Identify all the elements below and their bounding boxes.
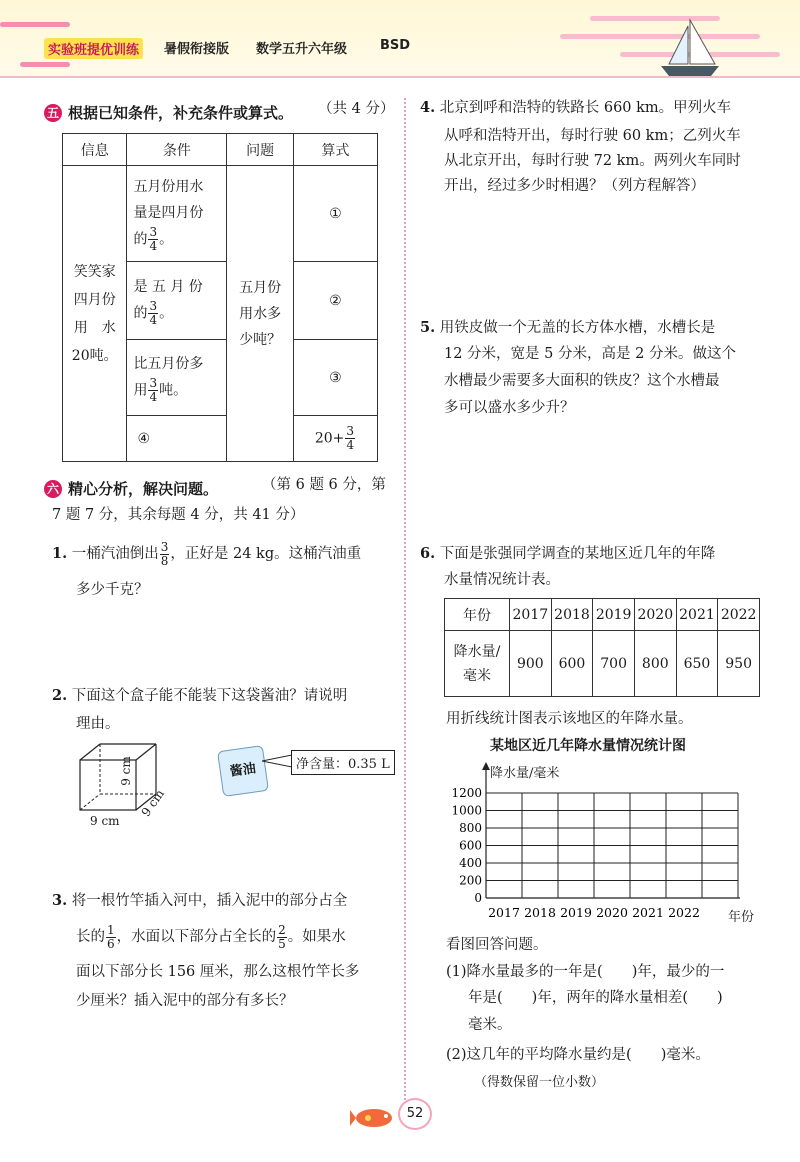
fraction — [148, 377, 158, 404]
section5-badge: 五 — [44, 104, 62, 122]
section5-title: 根据已知条件，补充条件或算式。 — [68, 104, 294, 122]
q4-line — [420, 93, 731, 123]
q1-line: 多少千克？ — [76, 582, 149, 598]
year-cell: 2021 — [676, 599, 718, 631]
fraction-denominator: 4 — [149, 239, 158, 253]
cond-line: 比五月份多 — [133, 356, 204, 372]
condition-cell-4: ④ — [127, 416, 227, 462]
fraction — [345, 425, 355, 452]
header-line: 降水量/ — [453, 643, 501, 660]
q5-line: 水槽最少需要多大面积的铁皮？这个水槽最 — [444, 373, 720, 389]
q6-sub1: (1)降水量最多的一年是( )年，最少的一 — [446, 964, 725, 980]
formula-cell-4 — [293, 416, 377, 462]
section6-badge: 六 — [44, 480, 62, 498]
x-tick-label: 2017 — [488, 905, 520, 920]
q3-text: 。如果水 — [287, 929, 346, 945]
year-cell: 2017 — [510, 599, 552, 631]
sailboat-icon — [655, 18, 725, 80]
q3-line: 面以下部分长 156 厘米，那么这根竹竿长多 — [76, 964, 360, 980]
formula-text: 20+ — [314, 430, 345, 447]
cond-line: 量是四月份 — [133, 205, 204, 221]
condition-cell-2 — [127, 262, 227, 340]
fraction — [148, 226, 158, 253]
q1-line — [52, 539, 361, 569]
cond-line: 的 — [133, 231, 148, 248]
x-tick-label: 2020 — [596, 905, 628, 920]
page-number: 52 — [398, 1098, 432, 1130]
y-tick-label: 600 — [459, 838, 482, 853]
period: 。 — [159, 231, 174, 248]
q6-look: 看图回答问题。 — [446, 937, 548, 953]
subject-label: 数学五升六年级 — [256, 42, 348, 57]
q5-line: 多可以盛水多少升？ — [444, 400, 575, 416]
fraction — [106, 924, 116, 951]
cube-height-label: 9 cm — [118, 756, 133, 786]
fish-icon — [350, 1102, 400, 1132]
rainfall-table — [444, 598, 760, 697]
publisher-label: BSD — [380, 38, 411, 53]
value-cell: 600 — [551, 631, 593, 697]
q1-text: ，正好是 24 kg。这桶汽油重 — [170, 546, 362, 562]
table-header: 问题 — [227, 134, 293, 166]
condition-table — [62, 133, 378, 462]
q3-text: 将一根竹竿插入河中，插入泥中的部分占全 — [71, 893, 348, 909]
column-divider — [404, 98, 406, 1108]
q4-line: 从呼和浩特开出，每时行驶 60 km；乙列火车 — [444, 128, 741, 144]
condition-cell-1 — [127, 166, 227, 262]
q1-number: 1. — [52, 545, 68, 562]
info-cell — [63, 166, 127, 462]
cond-line: 的 — [133, 305, 148, 322]
section6-score: 7 题 7 分，其余每题 4 分，共 41 分） — [52, 507, 305, 523]
q6-line — [420, 539, 715, 569]
y-tick-label: 800 — [459, 821, 482, 835]
section6-score: （第 6 题 6 分，第 — [262, 477, 386, 493]
x-tick-label: 2022 — [668, 905, 700, 920]
fraction-denominator: 4 — [346, 438, 354, 452]
section5-score: （共 4 分） — [318, 101, 395, 117]
year-cell: 2019 — [593, 599, 635, 631]
net-content-label: 净含量：0.35 L — [291, 750, 395, 775]
fraction-denominator: 4 — [149, 313, 158, 327]
table-header: 信息 — [63, 134, 127, 166]
q4-line: 从北京开出，每时行驶 72 km。两列火车同时 — [444, 153, 741, 169]
rainfall-chart — [440, 760, 740, 926]
table-header: 年份 — [445, 599, 510, 631]
chart-y-label: 降水量/毫米 — [490, 766, 560, 781]
formula-cell-1: ① — [293, 166, 377, 262]
q1-text: 一桶汽油倒出 — [71, 546, 159, 562]
y-axis-arrow — [482, 762, 490, 770]
y-tick-label: 200 — [459, 873, 482, 888]
cond-line: 吨。 — [159, 382, 188, 399]
cond-line: 五月份用水 — [133, 179, 204, 195]
fraction-numerator: 3 — [160, 539, 169, 554]
fraction-numerator: 2 — [278, 922, 286, 937]
y-tick-label: 0 — [474, 891, 482, 905]
q5-line: 12 分米，宽是 5 分米，高是 2 分米。做这个 — [444, 346, 736, 362]
period: 。 — [159, 305, 174, 322]
question-line: 少吨？ — [239, 331, 282, 348]
section6-title: 精心分析，解决问题。 — [68, 480, 219, 498]
q6-number: 6. — [420, 545, 436, 562]
q5-line — [420, 313, 715, 343]
y-tick-label: 1200 — [451, 786, 482, 800]
question-cell — [227, 166, 293, 462]
year-cell: 2018 — [551, 599, 593, 631]
brand-label: 实验班提优训练 — [44, 38, 143, 59]
value-cell: 650 — [676, 631, 718, 697]
q2-number: 2. — [52, 687, 68, 704]
q6-text: 下面是张强同学调查的某地区近几年的年降 — [439, 546, 716, 562]
q3-line — [76, 923, 346, 952]
x-tick-label: 2021 — [632, 905, 664, 920]
fraction-denominator: 8 — [160, 553, 169, 568]
q6-sub1: 年是( )年，两年的降水量相差( ) — [468, 990, 723, 1006]
q2-text: 下面这个盒子能不能装下这袋酱油？请说明 — [71, 688, 348, 704]
value-cell: 800 — [634, 631, 676, 697]
y-tick-label: 1000 — [451, 803, 482, 818]
condition-cell-3 — [127, 340, 227, 416]
cube-width-label: 9 cm — [90, 814, 120, 828]
info-line: 20吨。 — [71, 347, 118, 364]
cube-depth-label: 9 cm — [138, 786, 167, 820]
q2-line — [52, 681, 347, 711]
fraction-numerator: 3 — [149, 376, 158, 390]
fraction — [277, 924, 287, 951]
chart-x-label: 年份 — [728, 910, 755, 925]
y-tick-label: 400 — [459, 856, 482, 870]
pointer-arrow — [262, 754, 292, 768]
q4-line: 开出，经过多少时相遇？（列方程解答） — [444, 178, 705, 194]
soy-sauce-bag: 酱油 — [217, 745, 269, 797]
fraction-denominator: 6 — [107, 936, 115, 951]
formula-cell-3: ③ — [293, 340, 377, 416]
info-line: 用 水 — [73, 319, 116, 336]
x-tick-label: 2019 — [560, 905, 592, 920]
cond-line: 用 — [133, 382, 148, 399]
q3-number: 3. — [52, 892, 68, 909]
q2-line: 理由。 — [76, 716, 120, 732]
q5-text: 用铁皮做一个无盖的长方体水槽，水槽长是 — [439, 320, 716, 336]
fraction-numerator: 1 — [107, 922, 115, 937]
q3-line — [52, 886, 347, 916]
fraction-denominator: 5 — [278, 936, 286, 951]
header-decoration — [0, 22, 70, 27]
formula-cell-2: ② — [293, 262, 377, 340]
q4-number: 4. — [420, 99, 436, 116]
cond-line: 是 五 月 份 — [133, 279, 203, 295]
value-cell: 950 — [718, 631, 760, 697]
q6-sub1: 毫米。 — [468, 1017, 512, 1033]
edition-label: 暑假衔接版 — [164, 42, 230, 57]
q6-sub2-note: （得数保留一位小数） — [474, 1075, 605, 1090]
q4-text: 北京到呼和浩特的铁路长 660 km。甲列火车 — [439, 100, 732, 116]
question-line: 用水多 — [239, 305, 282, 322]
q5-number: 5. — [420, 319, 436, 336]
year-cell: 2022 — [718, 599, 760, 631]
info-line: 四月份 — [73, 291, 116, 308]
fraction-numerator: 3 — [149, 225, 158, 239]
header-decoration — [20, 62, 70, 67]
table-header: 条件 — [127, 134, 227, 166]
q6-line: 水量情况统计表。 — [444, 572, 560, 588]
table-header: 算式 — [293, 134, 377, 166]
value-cell: 900 — [510, 631, 552, 697]
chart-title: 某地区近几年降水量情况统计图 — [490, 738, 686, 754]
year-cell: 2020 — [634, 599, 676, 631]
fraction-numerator: 3 — [149, 299, 158, 313]
value-cell: 700 — [593, 631, 635, 697]
x-tick-label: 2018 — [524, 905, 556, 920]
table-header — [445, 631, 510, 697]
q3-line: 少厘米？插入泥中的部分有多长？ — [76, 993, 294, 1009]
header-line: 毫米 — [463, 667, 491, 684]
q6-sub2: (2)这几年的平均降水量约是( )毫米。 — [446, 1047, 710, 1063]
fraction-denominator: 4 — [149, 390, 158, 404]
fraction-numerator: 3 — [346, 424, 354, 438]
q3-text: ，水面以下部分占全长的 — [116, 929, 277, 945]
q6-instruction: 用折线统计图表示该地区的年降水量。 — [446, 711, 693, 727]
q3-text: 长的 — [76, 929, 105, 945]
question-line: 五月份 — [239, 279, 282, 296]
info-line: 笑笑家 — [73, 263, 116, 280]
fraction — [148, 300, 158, 327]
fraction — [160, 541, 170, 568]
